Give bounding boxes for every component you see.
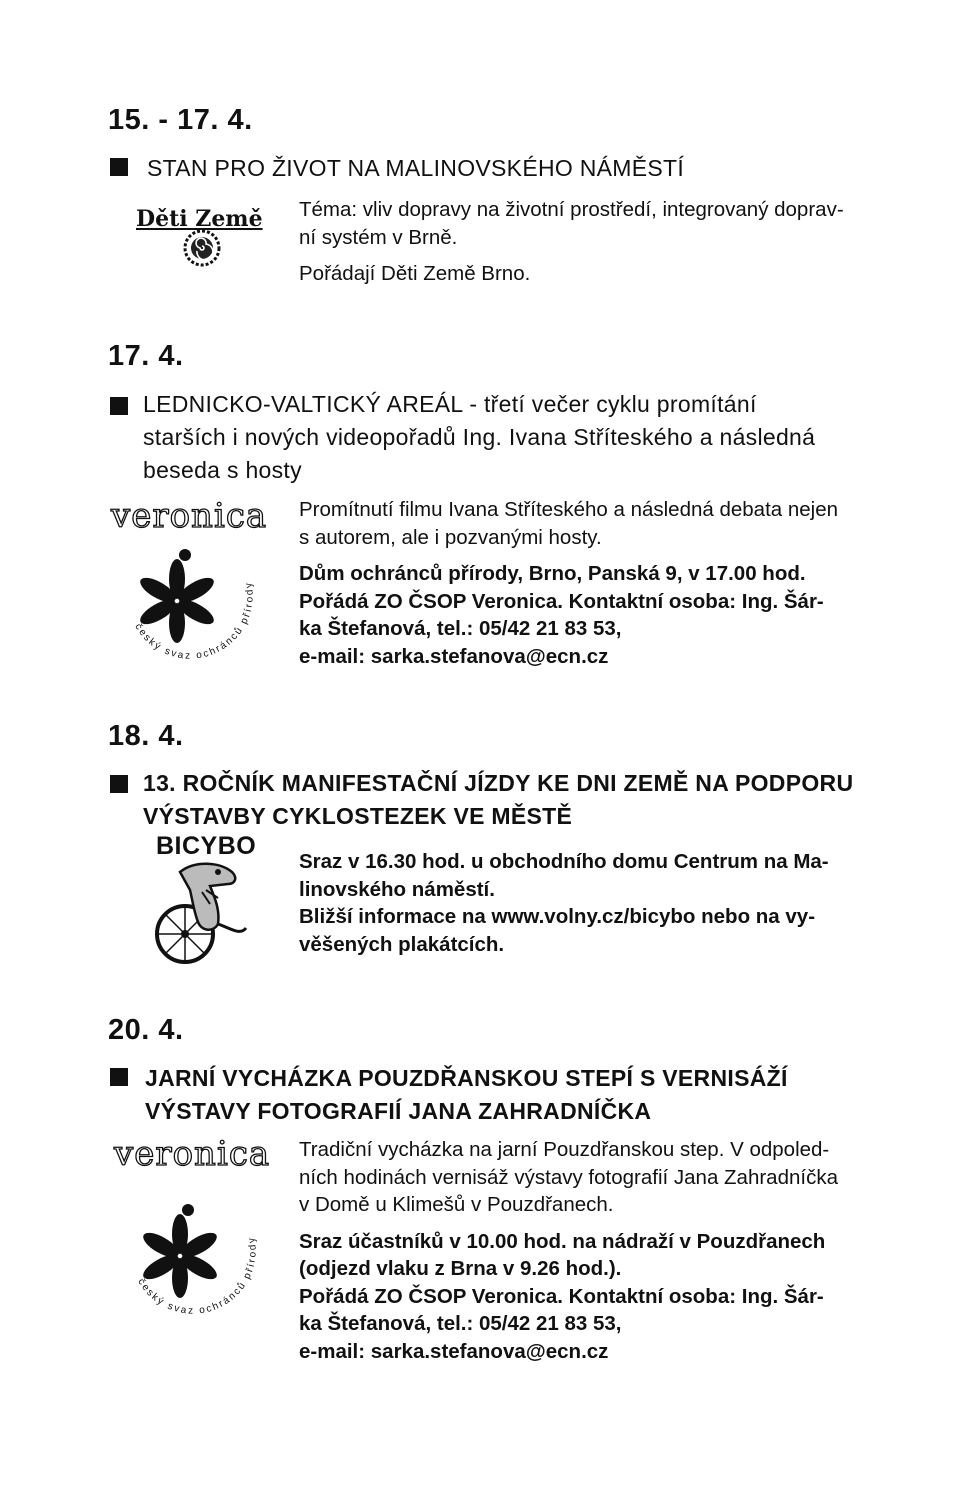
- crocodile-on-bicycle-icon: [140, 832, 270, 972]
- bullet-icon: [110, 397, 128, 415]
- bicybo-logo: [140, 832, 270, 972]
- event-3-bold-line: linovského náměstí.: [299, 877, 495, 901]
- event-2-bold-line: Dům ochránců přírody, Brno, Panská 9, v 17.00 hod.: [299, 562, 806, 585]
- event-3-title: [143, 767, 913, 833]
- event-4-bold-line: e-mail: sarka.stefanova@ecn.cz: [299, 1339, 609, 1363]
- veronica-logo: [108, 1134, 283, 1324]
- event-4-bold-line: Sraz účastníků v 10.00 hod. na nádraží v Pouzdřanech: [299, 1229, 826, 1253]
- event-2-bold-line: Pořádá ZO ČSOP Veronica. Kontaktní osoba: Ing. Šár-: [299, 589, 824, 613]
- event-4-line: v Domě u Klimešů v Pouzdřanech.: [299, 1193, 614, 1216]
- event-2-line: s autorem, ale i pozvanými hosty.: [299, 525, 602, 549]
- flower-icon: [108, 1134, 283, 1324]
- flower-icon: [105, 496, 280, 676]
- bicybo-logo-text: BICYBO: [156, 832, 257, 860]
- event-2-title-line: beseda s hosty: [143, 457, 302, 483]
- event-2-bold-line: e-mail: sarka.stefanova@ecn.cz: [299, 644, 609, 668]
- deti-zeme-logo-text: Děti Země: [136, 206, 263, 232]
- veronica-logo-text: veronica: [114, 1134, 271, 1174]
- event-2-title-line: LEDNICKO-VALTICKÝ AREÁL - třetí večer cyklu promítání: [143, 391, 757, 417]
- event-2-bold-line: ka Štefanová, tel.: 05/42 21 83 53,: [299, 617, 622, 640]
- event-3-bold-line: věšených plakátcích.: [299, 932, 505, 956]
- event-3-title-line: VÝSTAVBY CYKLOSTEZEK VE MĚSTĚ: [143, 803, 573, 829]
- event-4-line: ních hodinách vernisáž výstavy fotografií Jana Zahradníčka: [299, 1165, 838, 1189]
- event-4-bold-line: (odjezd vlaku z Brna v 9.26 hod.).: [299, 1257, 622, 1280]
- event-3-title-line: 13. ROČNÍK MANIFESTAČNÍ JÍZDY KE DNI ZEMĚ NA PODPORU: [143, 770, 854, 796]
- event-2-date: 17. 4.: [108, 340, 184, 372]
- event-4-description: [299, 1136, 899, 1365]
- spiral-sun-icon: [130, 196, 270, 276]
- event-4-bold-line: Pořádá ZO ČSOP Veronica. Kontaktní osoba: Ing. Šár-: [299, 1284, 824, 1308]
- event-4-bold-line: ka Štefanová, tel.: 05/42 21 83 53,: [299, 1312, 622, 1335]
- event-4-title-line: JARNÍ VYCHÁZKA POUZDŘANSKOU STEPÍ S VERNISÁŽÍ: [145, 1065, 788, 1091]
- event-2-description: [299, 496, 899, 670]
- event-4-title-line: VÝSTAVY FOTOGRAFIÍ JANA ZAHRADNÍČKA: [145, 1098, 652, 1124]
- bullet-icon: [110, 775, 128, 793]
- event-1-title: STAN PRO ŽIVOT NA MALINOVSKÉHO NÁMĚSTÍ: [147, 155, 685, 181]
- event-2-title-line: starších i nových videopořadů Ing. Ivana Stříteského a následná: [143, 424, 816, 450]
- event-1-line: Téma: vliv dopravy na životní prostředí, integrovaný doprav-: [299, 198, 844, 221]
- event-2-title: [143, 388, 903, 487]
- event-1-line: ní systém v Brně.: [299, 225, 458, 249]
- event-3-bold-line: Sraz v 16.30 hod. u obchodního domu Centrum na Ma-: [299, 850, 829, 873]
- emblem-text: český svaz ochránců přírody: [135, 1234, 259, 1317]
- event-1-date: 15. - 17. 4.: [108, 104, 253, 136]
- deti-zeme-logo: [130, 196, 270, 276]
- event-2-line: Promítnutí filmu Ivana Stříteského a následná debata nejen: [299, 498, 839, 521]
- bullet-icon: [110, 158, 128, 176]
- event-3-bold-line: Bližší informace na www.volny.cz/bicybo nebo na vy-: [299, 905, 816, 928]
- emblem-text: český svaz ochránců přírody: [132, 579, 256, 662]
- event-4-title: [145, 1062, 915, 1128]
- event-1-description: [299, 196, 899, 288]
- veronica-logo-text: veronica: [111, 496, 268, 536]
- event-3-date: 18. 4.: [108, 720, 184, 752]
- event-3-description: [299, 848, 899, 958]
- event-4-line: Tradiční vycházka na jarní Pouzdřanskou step. V odpoled-: [299, 1138, 830, 1161]
- event-1-line: Pořádají Děti Země Brno.: [299, 262, 531, 285]
- bullet-icon: [110, 1068, 128, 1086]
- event-4-date: 20. 4.: [108, 1014, 184, 1046]
- veronica-logo: [105, 496, 280, 676]
